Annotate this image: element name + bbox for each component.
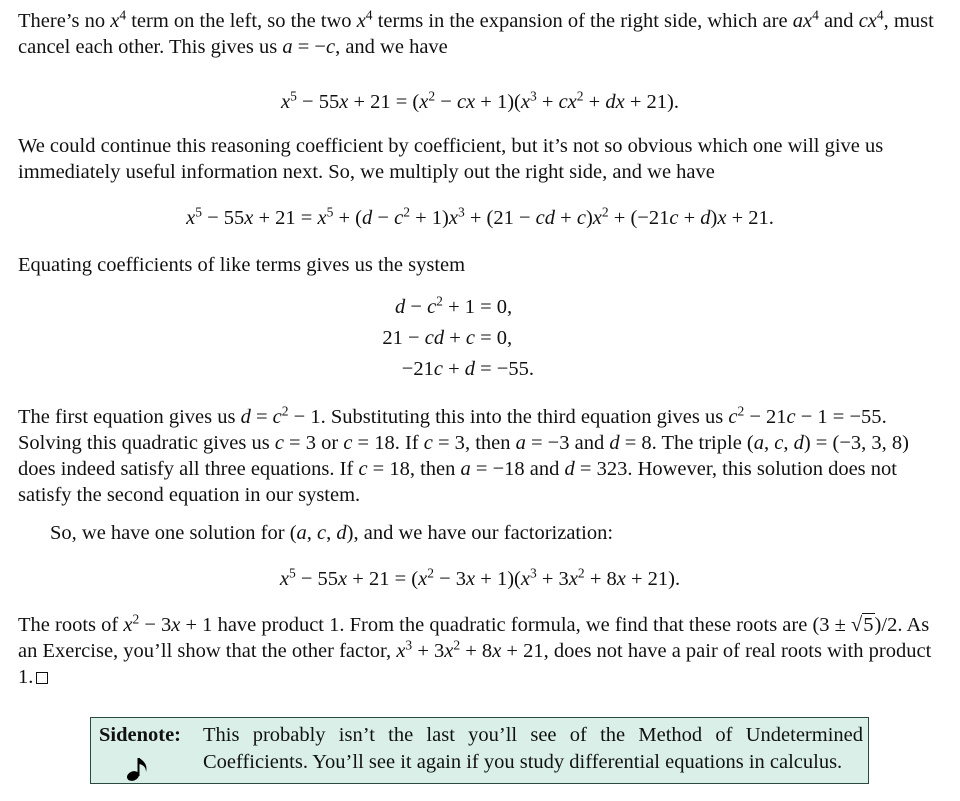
sidenote-label: Sidenote: bbox=[99, 724, 181, 746]
paragraph-equating: Equating coefficients of like terms gives us the system bbox=[18, 254, 466, 276]
sidenote-box bbox=[90, 717, 869, 784]
paragraph-solving: The first equation gives us $d = c^2 - 1$. Substituting this into the third equation gives us $c^2 - 21c - 1 = -55$. Solving this quadratic gives us c = 3 or c = 18. If c = 3, then a = −3 and d = 8. The triple (a, c, d) = (−3, 3, 8) does indeed satisfy all three equations. If c = 18, then a = −18 and d = 323. However, this solution does not satisfy the second equation in our system. bbox=[18, 403, 909, 506]
sidenote-text: This probably isn’t the last you’ll see of the Method of Undetermined Coefficients. You’ll see it again if you study differential equations in calculus. bbox=[203, 724, 863, 773]
system-of-equations bbox=[0, 292, 960, 385]
eighth-note-icon bbox=[125, 756, 151, 782]
equation-first-substitution: $x^5 - 55x + 21 = (x^2$ − cx + $1)(x^3 + cx^2$ + dx + 21). bbox=[281, 88, 679, 113]
system-equation-1: $d - c^2 + 1$ = 0, bbox=[395, 293, 513, 318]
paragraph-multiply-out: We could continue this reasoning coefficient by coefficient, but it’s not so obvious which one will give us immediately useful information next. So, we multiply out the right side, and we have bbox=[18, 135, 884, 183]
paragraph-one-solution: So, we have one solution for (a, c, d), and we have our factorization: bbox=[50, 522, 614, 544]
system-equation-3: −21c + d = −55. bbox=[401, 358, 534, 380]
system-equation-2: 21 − cd + c = 0, bbox=[382, 327, 513, 349]
paragraph-cancel-x4: There’s no $x^4$ term on the left, so the two $x^4$ terms in the expansion of the right side, which are $ax^4$ and $cx^4$, must cancel each other. This gives us a = −c, and we have bbox=[18, 7, 934, 58]
paragraph-roots: The roots of $x^2 - 3x + 1$ have product 1. From the quadratic formula, we find that these roots are (3 ± √5)/2. As an Exercise, you’ll show that the other factor, $x^3 + 3x^2 + 8x + 21$, does not have a pair of real roots with product 1. bbox=[18, 611, 932, 688]
equation-factorization: $x^5 - 55x + 21 = (x^2 - 3x + 1)(x^3 + 3x^2 + 8x + 21)$. bbox=[279, 565, 681, 590]
equation-expanded: $x^5 - 55x + 21 = x^5 + (d - c^2 + 1)x^3 + (21$ − cd + $c)x^2 + (-21c + d)x + 21$. bbox=[186, 204, 774, 229]
square-qed-icon bbox=[36, 672, 48, 684]
